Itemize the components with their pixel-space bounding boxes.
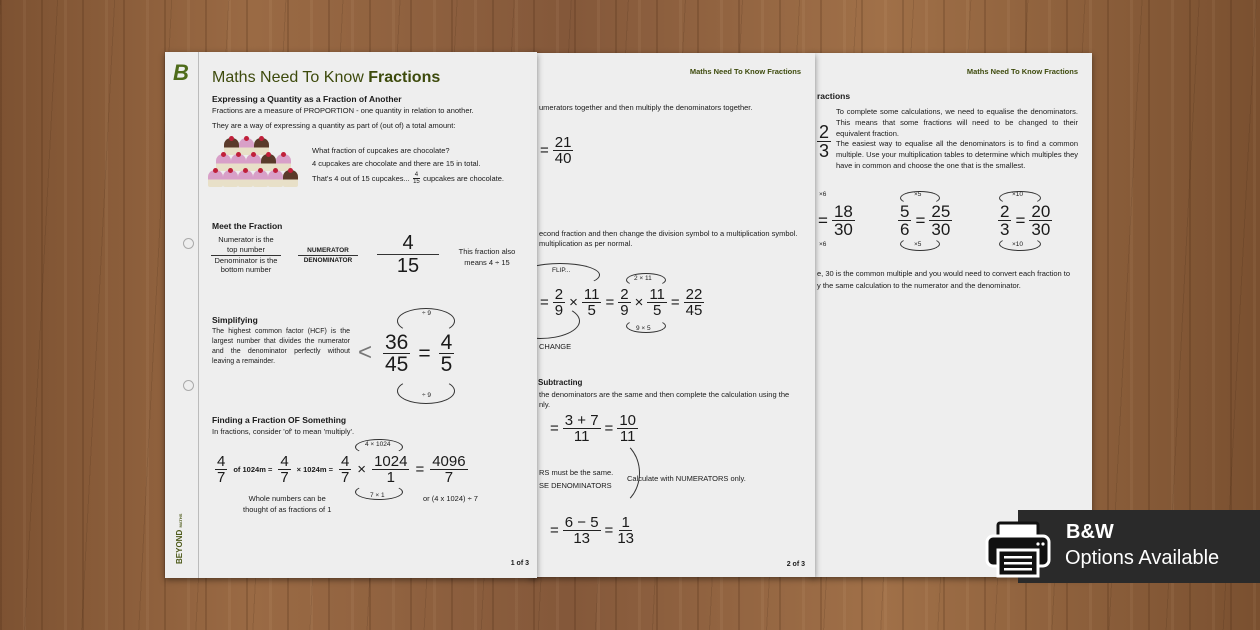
page-number: 2 of 3 <box>786 561 805 568</box>
annotation: ÷ 9 <box>422 310 431 317</box>
annotation: or (4 x 1024) ÷ 7 <box>423 494 478 503</box>
text-line: They are a way of expressing a quantity as part of (out of) a total amount: <box>212 121 456 130</box>
worksheet-page-2 <box>530 53 815 577</box>
text-line: nly. <box>539 400 551 409</box>
cupcake <box>283 170 298 187</box>
annotation: ×6 <box>819 191 827 198</box>
section-heading: Expressing a Quantity as a Fraction of Another <box>212 94 402 104</box>
bw-options-badge <box>1018 510 1260 583</box>
numerator-denominator: NUMERATOR DENOMINATOR <box>298 246 358 265</box>
annotation: 2 × 11 <box>634 275 652 282</box>
annotation: ×5 <box>914 241 922 248</box>
annotation: ×10 <box>1012 241 1024 248</box>
annotation: ÷ 9 <box>422 392 431 399</box>
annotation: 4 × 1024 <box>365 441 391 448</box>
text-line: 4 cupcakes are chocolate and there are 15 in total. <box>312 159 481 168</box>
paragraph: The easiest way to equalise all the denominators is to find a common multiple. Use your multiplication tables to determine which multiples they have in common and choose the one that is the smallest. <box>836 139 1078 170</box>
cupcake <box>208 170 223 187</box>
text-line: multiplication as per normal. <box>539 239 633 248</box>
annotation: 9 × 5 <box>636 325 651 332</box>
section-heading: Meet the Fraction <box>212 221 283 231</box>
page-header: Maths Need To Know Fractions <box>966 67 1078 76</box>
section-heading: Simplifying <box>212 315 258 325</box>
division-equation: = $\frac{2}{9}$ × $\frac{11}{5}$ = $\frac{2}{9}$ × $\frac{11}{5}$ = $\frac{22}{45}$ <box>540 286 703 319</box>
page-title: Maths Need To Know Fractions <box>212 69 441 86</box>
text-line: the denominators are the same and then complete the calculation using the <box>539 390 790 399</box>
punch-hole <box>183 238 194 249</box>
annotation: FLIP... <box>552 267 571 274</box>
cupcake <box>268 170 283 187</box>
binding-strip <box>165 52 199 578</box>
text-line: y the same calculation to the numerator and the denominator. <box>817 281 1021 290</box>
equation: = $\frac{21}{40}$ <box>540 134 572 167</box>
subtraction-equation: = $\frac{6 - 5}{13}$ = $\frac{1}{13}$ <box>550 514 634 547</box>
chevron-left-icon: < <box>358 339 373 366</box>
annotation: ×10 <box>1012 191 1024 198</box>
text-line: umerators together and then multiply the denominators together. <box>539 103 753 112</box>
question-text: What fraction of cupcakes are chocolate? <box>312 146 450 155</box>
text-line: CHANGE <box>539 342 572 351</box>
fraction-meaning: This fraction also means 4 ÷ 15 <box>458 247 516 267</box>
equation: $\frac{5}{6}$ = $\frac{25}{30}$ <box>900 202 951 239</box>
punch-hole <box>183 380 194 391</box>
fraction: 2 3 <box>819 122 830 161</box>
worksheet-page-1 <box>165 52 537 578</box>
text-line: In fractions, consider 'of' to mean 'multiply'. <box>212 427 355 436</box>
text-line: e, 30 is the common multiple and you would need to convert each fraction to <box>817 269 1071 278</box>
simplify-equation: $\frac{36}{45}$ = $\frac{4}{5}$ <box>385 331 453 376</box>
page-header: Maths Need To Know Fractions <box>689 67 801 76</box>
worksheet-page-3 <box>812 53 1092 577</box>
text-line: RS must be the same. <box>539 468 614 477</box>
brand-text: BEYOND MATHS <box>175 513 184 564</box>
paragraph: The highest common factor (HCF) is the largest number that divides the numerator and the denominator perfectly without leaving a remainder. <box>212 328 350 366</box>
section-heading: Finding a Fraction OF Something <box>212 415 347 425</box>
annotation: Calculate with NUMERATORS only. <box>627 474 746 483</box>
cupcake <box>238 170 253 187</box>
page-number: 1 of 3 <box>510 560 529 567</box>
badge-title: B&W <box>1066 521 1114 543</box>
text-line: Fractions are a measure of PROPORTION - one quantity in relation to another. <box>212 106 474 115</box>
of-equation: 4 7 of 1024m = $\frac{4}{7}$ × 1024m = $\frac{4}{7}$ × $\frac{1024}{1}$ = $\frac{4096}{7}$ <box>217 453 466 486</box>
equation: = $\frac{18}{30}$ <box>818 202 853 239</box>
cupcakes-image <box>208 138 304 190</box>
printer-icon <box>984 520 1052 578</box>
addition-equation: = $\frac{3 + 7}{11}$ = $\frac{10}{11}$ <box>550 412 636 445</box>
fraction-4-15: 4 15 <box>377 232 439 277</box>
brand-logo: B <box>173 60 189 85</box>
whole-numbers-note: Whole numbers can be thought of as fractions of 1 <box>243 494 332 514</box>
badge-subtitle: Options Available <box>1065 547 1220 569</box>
numerator-note: Numerator is the top number Denominator is the bottom number <box>211 235 281 275</box>
equation: $\frac{2}{3}$ = $\frac{20}{30}$ <box>1000 202 1051 239</box>
paragraph: To complete some calculations, we need to equalise the denominators. This means that some fractions will need to be changed to their equivalent fraction. <box>836 107 1078 138</box>
section-heading: ractions <box>817 91 851 101</box>
text-line: That's 4 out of 15 cupcakes... 4 15 cupcakes are chocolate. <box>312 172 504 185</box>
annotation: 7 × 1 <box>370 492 385 499</box>
text-line: econd fraction and then change the division symbol to a multiplication symbol. <box>539 229 798 238</box>
annotation: ×5 <box>914 191 922 198</box>
text-line: SE DENOMINATORS <box>539 481 612 490</box>
cupcake <box>253 170 268 187</box>
cupcake <box>223 170 238 187</box>
section-heading: Subtracting <box>538 378 583 387</box>
annotation: ×6 <box>819 241 827 248</box>
